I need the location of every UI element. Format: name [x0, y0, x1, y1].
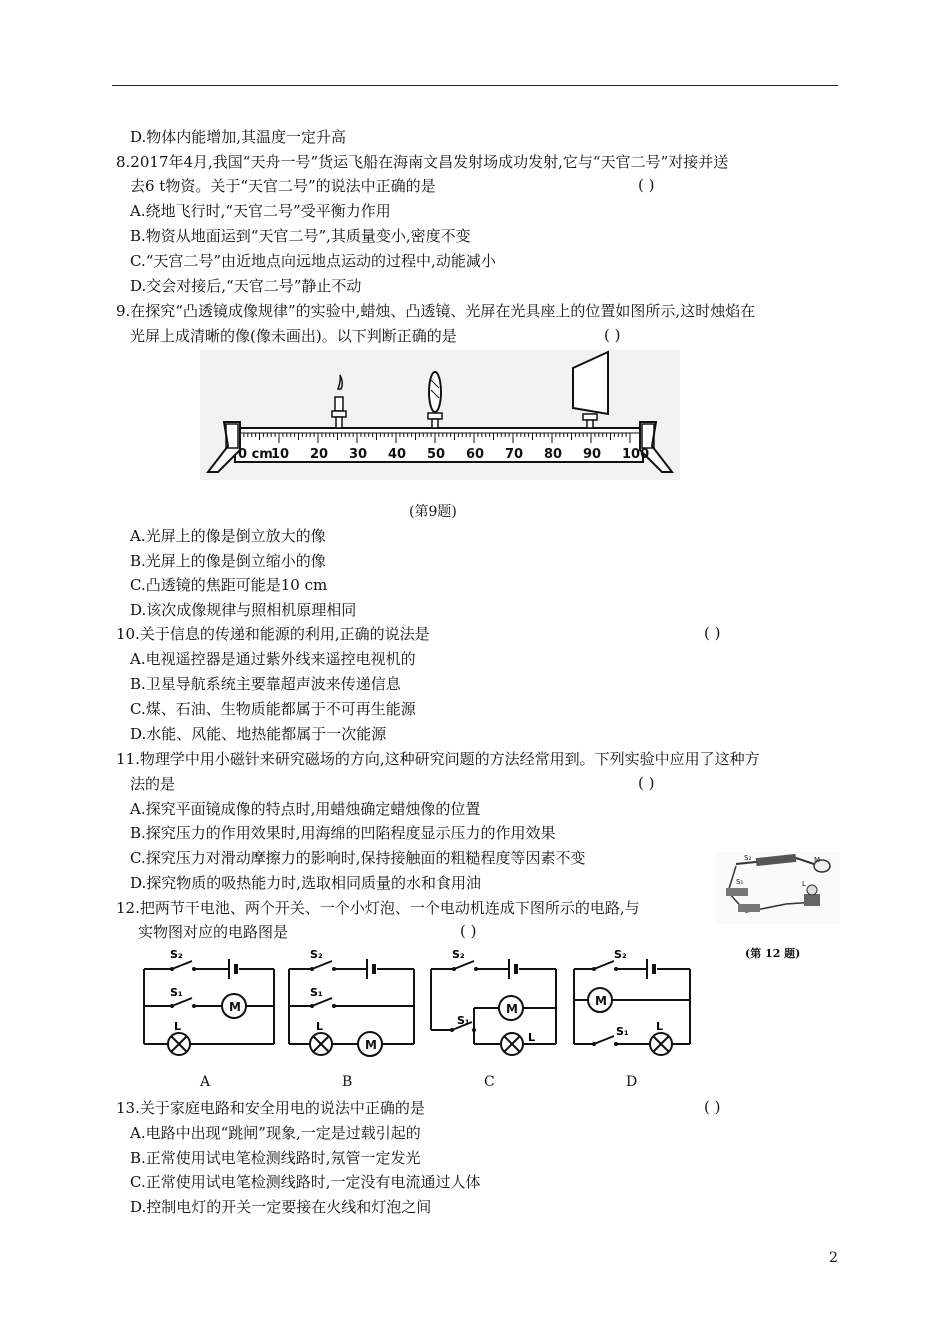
q8-stem-line1: 8.2017年4月,我国“天舟一号”货运飞船在海南文昌发射场成功发射,它与“天官二号”对接并送	[116, 153, 729, 171]
a-label-s1: S₁	[170, 986, 183, 999]
q10-option-b: B.卫星导航系统主要靠超声波来传递信息	[130, 675, 401, 693]
d-label-s1: S₁	[616, 1025, 629, 1038]
circuit-a	[144, 969, 274, 1044]
q11-option-d: D.探究物质的吸热能力时,选取相同质量的水和食用油	[130, 874, 482, 892]
q11-option-c: C.探究压力对滑动摩擦力的影响时,保持接触面的粗糙程度等因素不变	[130, 849, 586, 867]
q9-option-c: C.凸透镜的焦距可能是10 cm	[130, 576, 328, 594]
c-label-l: L	[528, 1031, 536, 1044]
q13-option-a: A.电路中出现“跳闸”现象,一定是过载引起的	[130, 1124, 421, 1142]
q12-answer-blank: ( )	[460, 922, 477, 940]
page-number: 2	[829, 1250, 838, 1266]
scale-label: 10	[271, 447, 290, 462]
b-label-l: L	[316, 1020, 324, 1033]
scale-label: 30	[349, 447, 368, 462]
q13-stem-line1: 13.关于家庭电路和安全用电的说法中正确的是	[116, 1099, 425, 1117]
d-label-l: L	[656, 1020, 664, 1033]
q11-answer-blank: ( )	[638, 774, 655, 792]
a-label-s2: S₂	[170, 948, 183, 961]
q8-option-d: D.交会对接后,“天官二号”静止不动	[130, 277, 362, 295]
d-label-s2: S₂	[614, 948, 627, 961]
scale-label: 40	[388, 447, 407, 462]
q8-option-c: C.“天宫二号”由近地点向远地点运动的过程中,动能减小	[130, 252, 496, 270]
q9-stem-line2: 光屏上成清晰的像(像未画出)。以下判断正确的是	[130, 327, 457, 345]
q9-option-b: B.光屏上的像是倒立缩小的像	[130, 552, 326, 570]
q11-option-a: A.探究平面镜成像的特点时,用蜡烛确定蜡烛像的位置	[130, 800, 481, 818]
q12-circuit-diagrams: M S₂ S₁ L S₂ S₁ L S₂ S₁ L S₂ S₁ L	[134, 944, 700, 1064]
scale-label: 50	[427, 447, 446, 462]
q12-stem-line1: 12.把两节干电池、两个开关、一个小灯泡、一个电动机连成下图所示的电路,与	[116, 899, 640, 917]
c-label-s1: S₁	[457, 1014, 470, 1027]
a-label-l: L	[174, 1020, 182, 1033]
circuit-label-b: B	[342, 1074, 353, 1090]
q7-option-d: D.物体内能增加,其温度一定升高	[130, 128, 347, 146]
circuit-label-a: A	[200, 1074, 211, 1090]
scale-label: 20	[310, 447, 329, 462]
q11-option-b: B.探究压力的作用效果时,用海绵的凹陷程度显示压力的作用效果	[130, 824, 556, 842]
q8-option-b: B.物资从地面运到“天官二号”,其质量变小,密度不变	[130, 227, 471, 245]
q8-answer-blank: ( )	[638, 176, 655, 194]
header-rule	[112, 85, 838, 86]
q10-option-d: D.水能、风能、地热能都属于一次能源	[130, 725, 387, 743]
circuit-b	[289, 969, 414, 1044]
scale-label: 60	[466, 447, 485, 462]
q8-option-a: A.绕地飞行时,“天官二号”受平衡力作用	[130, 202, 391, 220]
q9-option-d: D.该次成像规律与照相机原理相同	[130, 601, 357, 619]
q9-stem-line1: 9.在探究“凸透镜成像规律”的实验中,蜡烛、凸透镜、光屏在光具座上的位置如图所示,这时烛焰在	[116, 302, 756, 320]
b-label-s2: S₂	[310, 948, 323, 961]
q10-stem-line1: 10.关于信息的传递和能源的利用,正确的说法是	[116, 625, 430, 643]
circuit-label-d: D	[626, 1074, 638, 1090]
q13-option-d: D.控制电灯的开关一定要接在火线和灯泡之间	[130, 1198, 432, 1216]
q10-option-a: A.电视遥控器是通过紫外线来遥控电视机的	[130, 650, 416, 668]
q11-stem-line1: 11.物理学中用小磁针来研究磁场的方向,这种研究问题的方法经常用到。下列实验中应用了这种方	[116, 750, 760, 768]
q13-option-b: B.正常使用试电笔检测线路时,氖管一定发光	[130, 1149, 421, 1167]
photo-label-s1: S₁	[736, 878, 744, 886]
scale-label: 80	[544, 447, 563, 462]
q8-stem-line2: 去6 t物资。关于“天官二号”的说法中正确的是	[130, 177, 436, 195]
scale-label: 100	[622, 447, 650, 462]
photo-label-s2: S₂	[744, 854, 752, 862]
photo-label-l: L	[802, 880, 806, 888]
scale-label: 90	[583, 447, 602, 462]
q12-photo-caption: (第 12 题)	[745, 947, 801, 960]
q9-figure-caption: (第9题)	[409, 504, 457, 520]
scale-label: 70	[505, 447, 524, 462]
c-label-s2: S₂	[452, 948, 465, 961]
q9-optical-bench-figure	[200, 350, 680, 480]
q12-stem-line2: 实物图对应的电路图是	[138, 923, 289, 941]
circuit-c	[431, 969, 556, 1044]
scale-label: 0 cm	[238, 447, 273, 462]
q12-physical-circuit-photo	[716, 852, 840, 924]
q10-option-c: C.煤、石油、生物质能都属于不可再生能源	[130, 700, 416, 718]
q13-option-c: C.正常使用试电笔检测线路时,一定没有电流通过人体	[130, 1173, 481, 1191]
circuit-label-c: C	[484, 1074, 495, 1090]
photo-label-m: M	[814, 856, 821, 864]
q11-stem-line2: 法的是	[130, 775, 176, 793]
q10-answer-blank: ( )	[704, 624, 721, 642]
b-label-s1: S₁	[310, 986, 323, 999]
q9-answer-blank: ( )	[604, 326, 621, 344]
q9-option-a: A.光屏上的像是倒立放大的像	[130, 527, 326, 545]
convex-lens-icon	[428, 372, 442, 428]
q13-answer-blank: ( )	[704, 1098, 721, 1116]
